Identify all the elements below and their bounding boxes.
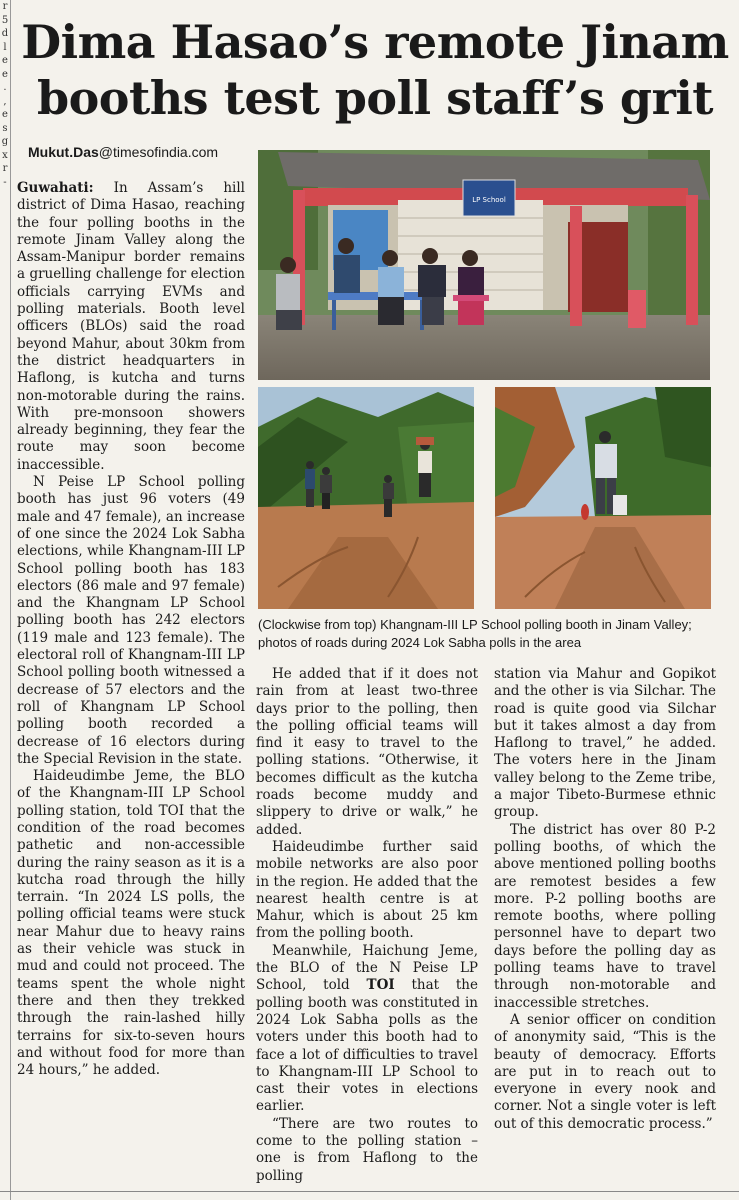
byline xyxy=(28,144,218,160)
paragraph: The district has over 80 P-2 polling booths, of which the above mentioned polling booths are remotest besides a few more. P-2 polling booths are remote booths, where polling personnel have to depart two days before the polling day as polling teams have to travel through non-motorable and inaccessible stretches. xyxy=(494,821,716,1011)
headline-line-1: Dima Hasao’s remote Jinam xyxy=(21,15,729,69)
photo-polling-booth xyxy=(258,150,710,380)
paragraph: Haideudimbe Jeme, the BLO of the Khangnam-III LP School polling station, told TOI that the condition of the road becomes pathetic and non-accessible during the rainy season as it is a kutcha road through the hilly terrain. “In 2024 LS polls, the polling official teams were stuck near Mahur due to heavy rains as their vehicle was stuck in mud and could not proceed. The teams spent the whole night there and then they trekked through the rain-lashed hilly terrains for six-to-seven hours and without food for more than 24 hours,” he added. xyxy=(17,768,245,1079)
paragraph: Haideudimbe further said mobile networks are also poor in the region. He added that the nearest health centre is at Mahur, which is about 25 km from the polling booth. xyxy=(256,838,478,942)
paragraph: He added that if it does not rain from at least two-three days prior to the polling, then the polling official teams will find it easy to travel to the polling stations. “Otherwise, it becomes difficult as the kutcha roads become muddy and slippery to drive or walk,” he added. xyxy=(256,666,478,838)
article-column-2 xyxy=(256,666,478,1185)
paragraph-text: that the polling booth was constituted in 2024 Lok Sabha polls as the voters under this booth had to face a lot of difficulties to travel to Khangnam-III LP School to cast their votes in elections earlier. xyxy=(256,977,478,1115)
headline-line-2: booths test poll staff’s grit xyxy=(36,71,714,125)
photo-road-group-walking xyxy=(258,387,474,609)
polling-booth-illustration xyxy=(258,150,710,380)
paragraph xyxy=(256,943,478,1116)
road-man-illustration xyxy=(495,387,711,609)
paragraph-text: In Assam’s hill district of Dima Hasao, reaching the four polling booths in the remote Jinam Valley along the Assam-Manipur border remains a gruelling challenge for election officials carrying EVMs and polling materials. Booth level officers (BLOs) said the road beyond Mahur, about 30km from the district headquarters in Haflong, is kutcha and turns non-motorable during the rains. With pre-monsoon showers already beginning, they fear the route may soon become inaccessible. xyxy=(17,180,245,473)
signboard-text: LP School xyxy=(472,196,506,204)
article-column-1 xyxy=(17,180,245,1079)
dateline: Guwahati: xyxy=(17,180,94,196)
paragraph: “There are two routes to come to the polling station – one is from Haflong to the polling xyxy=(256,1115,478,1184)
toi-mention: TOI xyxy=(366,977,395,994)
headline xyxy=(20,14,730,126)
paragraph: station via Mahur and Gopikot and the other is via Silchar. The road is quite good via Silchar but it takes almost a day from Haflong to travel,” he added. The voters here in the Jinam valley belong to the Zeme tribe, a major Tibeto-Burmese ethnic group. xyxy=(494,666,716,821)
adjacent-column-edge: r 5 d l e e . , e s g x r - xyxy=(0,0,11,1200)
byline-name: Mukut.Das xyxy=(28,144,99,160)
road-group-illustration xyxy=(258,387,474,609)
page-footer-rule xyxy=(0,1191,739,1200)
paragraph: A senior officer on condition of anonymity said, “This is the beauty of democracy. Efforts are put in to reach out to everyone in every nook and corner. Not a single voter is left out of this democratic process.” xyxy=(494,1011,716,1132)
photo-caption: (Clockwise from top) Khangnam-III LP School polling booth in Jinam Valley; photos of roads during 2024 Lok Sabha polls in the area xyxy=(258,617,692,650)
paragraph xyxy=(17,180,245,474)
paragraph: N Peise LP School polling booth has just 96 voters (49 male and 47 female), an increase of one since the 2024 Lok Sabha elections, while Khangnam-III LP School polling booth has 183 electors (86 male and 97 female) and the Khangnam LP School polling booth has 242 electors (119 male and 123 female). The electoral roll of Khangnam-III LP School polling booth witnessed a decrease of 57 electors and the roll of Khangnam LP School polling booth recorded a decrease of 16 electors during the Special Revision in the state. xyxy=(17,474,245,767)
article-column-3 xyxy=(494,666,716,1133)
paragraph-text: Meanwhile, Haichung Jeme, the BLO of the N Peise LP School, told xyxy=(256,942,478,994)
byline-domain: @timesofindia.com xyxy=(98,144,219,160)
photo-road-man-walking xyxy=(495,387,711,609)
